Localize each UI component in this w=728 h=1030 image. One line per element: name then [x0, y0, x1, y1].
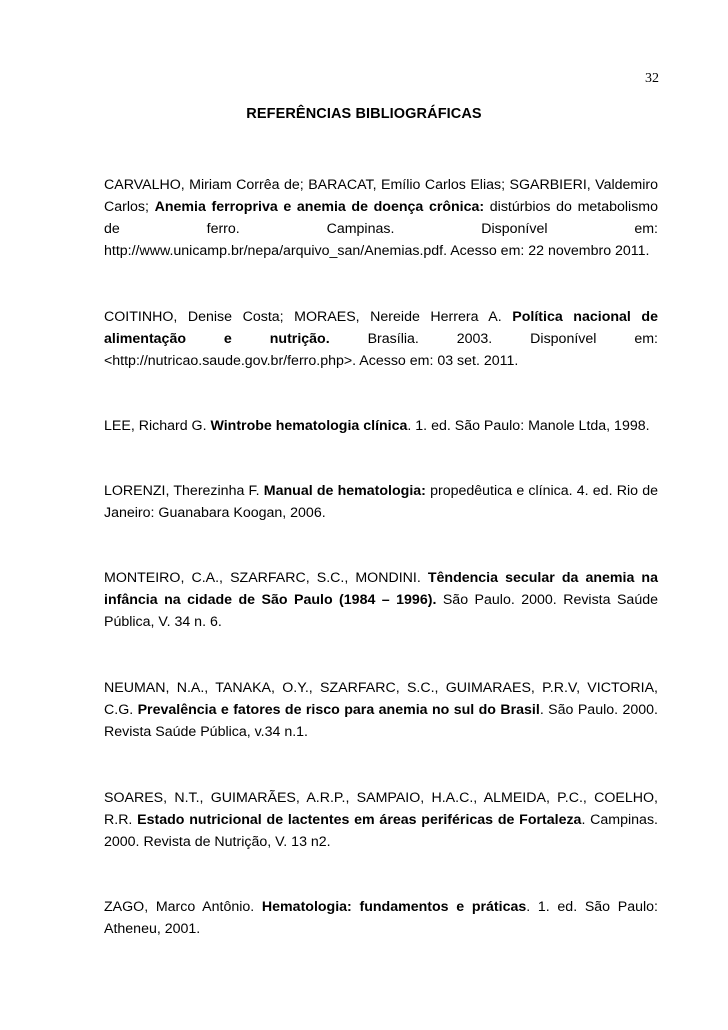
reference-title: Manual de hematologia: — [263, 483, 426, 499]
page-number: 32 — [645, 71, 659, 86]
reference-entry — [104, 415, 658, 437]
reference-title: Anemia ferropriva e anemia de doença crônica: — [154, 199, 485, 215]
reference-details: Brasília. 2003. Disponível em: <http://nutricao.saude.gov.br/ferro.php>. Acesso em: 03 set. 2011. — [104, 331, 658, 369]
page-title: REFERÊNCIAS BIBLIOGRÁFICAS — [246, 106, 482, 122]
reference-title: Têndencia secular da anemia na infância na cidade de São Paulo (1984 – 1996). — [104, 570, 658, 608]
reference-entry — [104, 896, 658, 940]
reference-entry — [104, 787, 658, 853]
reference-entry — [104, 480, 658, 524]
reference-details: . 1. ed. São Paulo: Manole Ltda, 1998. — [407, 418, 650, 434]
reference-details: propedêutica e clínica. 4. ed. Rio de Janeiro: Guanabara Koogan, 2006. — [104, 483, 658, 521]
reference-authors: ZAGO, Marco Antônio. — [104, 899, 262, 915]
reference-authors: COITINHO, Denise Costa; MORAES, Nereide Herrera A. — [104, 309, 513, 325]
reference-details: São Paulo. 2000. Revista Saúde Pública, V. 34 n. 6. — [104, 592, 658, 630]
reference-title: Prevalência e fatores de risco para anemia no sul do Brasil — [137, 702, 540, 718]
reference-entry — [104, 306, 658, 372]
reference-authors: CARVALHO, Miriam Corrêa de; BARACAT, Emílio Carlos Elias; SGARBIERI, Valdemiro Carlos; — [104, 177, 658, 215]
reference-authors: LEE, Richard G. — [104, 418, 211, 434]
reference-entry — [104, 174, 658, 262]
reference-entry — [104, 567, 658, 633]
reference-title: Estado nutricional de lactentes em áreas periféricas de Fortaleza — [137, 812, 582, 828]
reference-title: Wintrobe hematologia clínica — [210, 418, 408, 434]
reference-authors: MONTEIRO, C.A., SZARFARC, S.C., MONDINI. — [104, 570, 428, 586]
reference-title: Política nacional de alimentação e nutrição. — [104, 309, 658, 347]
reference-authors: SOARES, N.T., GUIMARÃES, A.R.P., SAMPAIO, H.A.C., ALMEIDA, P.C., COELHO, R.R. — [104, 790, 658, 828]
reference-entry — [104, 677, 658, 743]
reference-title: Hematologia: fundamentos e práticas — [261, 899, 527, 915]
reference-details: . Campinas. 2000. Revista de Nutrição, V. 13 n2. — [104, 812, 658, 850]
reference-authors: LORENZI, Therezinha F. — [104, 483, 264, 499]
reference-details: . São Paulo. 2000. Revista Saúde Pública, v.34 n.1. — [104, 702, 658, 740]
reference-list — [104, 174, 658, 940]
reference-details: distúrbios do metabolismo de ferro. Campinas. Disponível em: http://www.unicamp.br/nepa/arquivo_san/Anemias.pdf. Acesso em: 22 novembro 2011. — [104, 199, 658, 259]
reference-authors: NEUMAN, N.A., TANAKA, O.Y., SZARFARC, S.C., GUIMARAES, P.R.V, VICTORIA, C.G. — [104, 680, 658, 718]
reference-details: . 1. ed. São Paulo: Atheneu, 2001. — [104, 899, 658, 937]
